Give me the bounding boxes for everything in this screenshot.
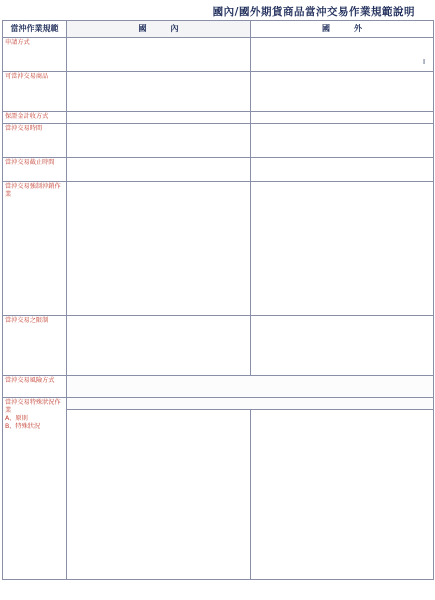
table-row (3, 112, 434, 124)
domestic-cell (67, 124, 251, 158)
row-label: 當沖交易風險方式 (3, 376, 67, 398)
foreign-cell (251, 316, 434, 376)
table-row (3, 410, 434, 580)
table-row (3, 72, 434, 112)
domestic-cell (67, 182, 251, 316)
row-label: 當沖交易時間 (3, 124, 67, 158)
foreign-cell (251, 124, 434, 158)
side-marker: I (423, 58, 426, 66)
document-title: 國內/國外期貨商品當沖交易作業規範說明 (212, 5, 415, 18)
row-label: 申請方式 (3, 38, 67, 72)
row-label: 可當沖交易商品 (3, 72, 67, 112)
spec-table (2, 20, 434, 580)
row-label: 當沖交易之限制 (3, 316, 67, 376)
row-label: 當沖交易強制沖銷作業 (3, 182, 67, 316)
foreign-cell (251, 38, 434, 72)
table-row (3, 398, 434, 410)
row-label-sub-a: A、原則 (5, 415, 28, 422)
row-label (3, 398, 67, 580)
row-label: 當沖交易截止時間 (3, 158, 67, 182)
table-row (3, 182, 434, 316)
row-label-main: 當沖交易特殊狀況作業 (5, 399, 61, 414)
table-header-row (3, 21, 434, 38)
table-row (3, 158, 434, 182)
table-row (3, 316, 434, 376)
row-label-sub-b: B、特殊狀況 (5, 423, 41, 430)
domestic-cell (67, 410, 251, 580)
domestic-cell (67, 112, 251, 124)
header-item: 當沖作業規範 (3, 21, 67, 38)
header-domestic: 國 內 (67, 21, 251, 38)
domestic-cell (67, 316, 251, 376)
foreign-cell (251, 112, 434, 124)
foreign-cell (251, 182, 434, 316)
foreign-cell (251, 410, 434, 580)
merged-cell (67, 398, 434, 410)
domestic-cell (67, 158, 251, 182)
domestic-cell (67, 72, 251, 112)
row-label: 保證金計收方式 (3, 112, 67, 124)
table-row (3, 124, 434, 158)
foreign-cell (251, 158, 434, 182)
header-foreign: 國 外 (251, 21, 434, 38)
table-row (3, 376, 434, 398)
domestic-cell (67, 38, 251, 72)
foreign-cell (251, 72, 434, 112)
merged-cell (67, 376, 434, 398)
table-row (3, 38, 434, 72)
